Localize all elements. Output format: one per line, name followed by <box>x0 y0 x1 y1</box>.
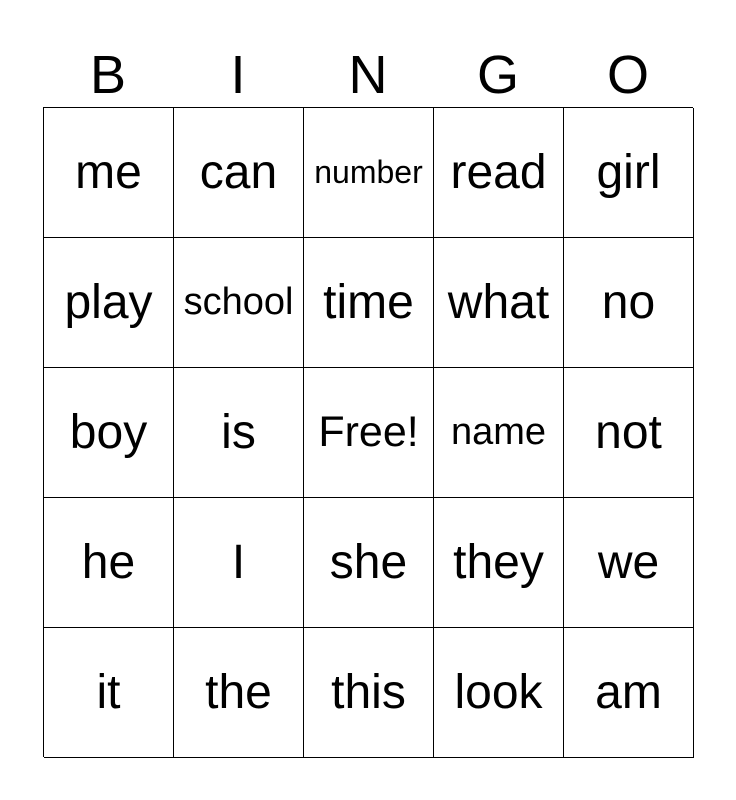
bingo-cell: school <box>174 238 304 368</box>
bingo-cell: read <box>434 108 564 238</box>
bingo-cell: name <box>434 368 564 498</box>
bingo-cell: they <box>434 498 564 628</box>
bingo-cell: am <box>564 628 694 758</box>
bingo-cell: what <box>434 238 564 368</box>
bingo-cell: boy <box>44 368 174 498</box>
header-letter-i: I <box>230 45 246 105</box>
bingo-header <box>43 44 693 106</box>
bingo-cell: girl <box>564 108 694 238</box>
bingo-cell: he <box>44 498 174 628</box>
bingo-cell: can <box>174 108 304 238</box>
bingo-cell: this <box>304 628 434 758</box>
header-letter-b: B <box>89 45 127 105</box>
bingo-cell: look <box>434 628 564 758</box>
bingo-cell: number <box>304 108 434 238</box>
bingo-cell: the <box>174 628 304 758</box>
bingo-cell: no <box>564 238 694 368</box>
header-letter-n: N <box>348 45 388 105</box>
bingo-cell: me <box>44 108 174 238</box>
free-space-cell: Free! <box>304 368 434 498</box>
header-letter-g: G <box>476 45 519 105</box>
bingo-cell: not <box>564 368 694 498</box>
bingo-cell: is <box>174 368 304 498</box>
bingo-cell: I <box>174 498 304 628</box>
bingo-cell: we <box>564 498 694 628</box>
header-letter-o: O <box>606 45 649 105</box>
bingo-cell: time <box>304 238 434 368</box>
bingo-cell: play <box>44 238 174 368</box>
bingo-cell: she <box>304 498 434 628</box>
bingo-board <box>43 107 693 757</box>
bingo-cell: it <box>44 628 174 758</box>
